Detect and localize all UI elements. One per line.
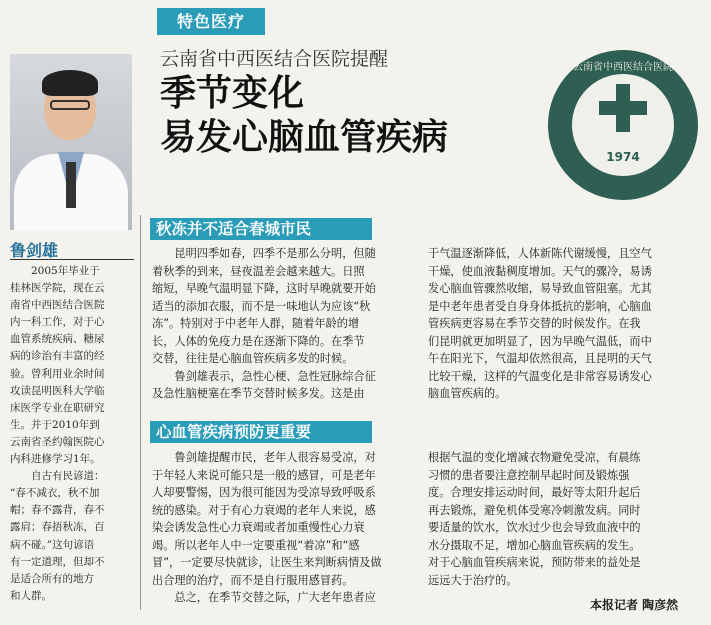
photo-hair	[42, 70, 98, 96]
logo-text: 云南省中西医结合医院	[573, 62, 673, 73]
title-line-1: 季节变化	[160, 73, 305, 114]
logo-year: 1974	[606, 150, 640, 164]
photo-tie	[66, 162, 76, 208]
doctor-name: 鲁剑雄	[10, 241, 59, 260]
section2-col1: 鲁剑雄提醒市民，老年人很容易受凉，对 于年轻人来说可能只是一般的感冒，可是老年 人却要警惕，因为很可能因为受凉导致呼吸系 统的感染。对于有心力衰竭的老年人来说，感 染会诱发急性心力衰竭或者加重慢性心力衰 竭。所以老年人中一定要重视“着凉”和“感 冒”，一定要尽快就诊，让医生来判断病情及做 出合理的治疗，而不是自行服用感冒药。 总之，在季节交替之际，广大老年患者应	[152, 451, 382, 604]
column-tag: 特色医疗	[157, 8, 265, 35]
name-divider	[10, 259, 134, 260]
section1-heading: 秋冻并不适合春城市民	[150, 218, 372, 240]
article-subtitle: 云南省中西医结合医院提醒	[160, 48, 389, 70]
section2-heading: 心血管疾病预防更重要	[150, 421, 372, 443]
column-divider	[140, 215, 141, 610]
section1-col2: 于气温逐渐降低，人体新陈代谢缓慢，且空气 干燥，使血液黏稠度增加。天气的骤冷，易诱 发心脑血管骤然收缩，易导致血管阻塞。尤其 是中老年患者受自身身体抵抗的影响，心脑血 管疾病更容易在季节交替的时候发作。在我 们昆明就更加明显了，因为早晚气温低，而中 午在阳光下，气温却依然很高，且昆明的天气 比较干燥，这样的气温变化是非常容易诱发心 脑血管疾病的。	[428, 247, 652, 400]
doctor-bio: 2005年毕业于 桂林医学院，现在云 南省中西医结合医院 内一科工作，对于心 血管系统疾病、糖尿 病的诊治有丰富的经 验。曾利用业余时间 攻读昆明医科大学临 床医学专业在职研究 生。并于2010年到 云南省圣约翰医院心 内科进修学习1年。 自古有民谚道： “春不减衣，秋不加 帽；春不露背，春不 露肩；春捂秋冻，百 病不碰。”这句谚语 有一定道理，但却不 是适合所有的地方 和人群。	[10, 265, 105, 602]
article-title	[160, 72, 448, 160]
byline: 本报记者 陶彦然	[590, 598, 679, 612]
medical-cross-icon	[599, 84, 647, 132]
doctor-photo	[10, 54, 132, 230]
cross-horizontal	[599, 101, 647, 115]
section1-col1: 昆明四季如春，四季不是那么分明，但随 着秋季的到来，昼夜温差会越来越大。日照 缩短，早晚气温明显下降，这时早晚就要开始 适当的添加衣服，而不是一味地认为应该“秋 冻”。特别对于中老年人群，随着年龄的增 长，人体的免疫力是在逐渐下降的。在季节 交替，往往是心脑血管疾病多发的时候。 鲁剑雄表示，急性心梗、急性冠脉综合征 及急性脑梗塞在季节交替时候多发。这是由	[152, 247, 376, 400]
title-line-2: 易发心脑血管疾病	[160, 117, 449, 158]
photo-glasses	[50, 100, 90, 110]
section2-col2: 根据气温的变化增减衣物避免受凉，有晨练 习惯的患者要注意控制早起时间及锻炼强 度。合理安排运动时间，最好等太阳升起后 再去锻炼，避免机体受寒冷刺激发病。同时 要适量的饮水，饮水过少也会导致血液中的 水分摄取不足，增加心脑血管疾病的发生。 对于心脑血管疾病来说，预防带来的益处是 远远大于治疗的。	[428, 451, 641, 587]
hospital-logo	[548, 50, 698, 200]
